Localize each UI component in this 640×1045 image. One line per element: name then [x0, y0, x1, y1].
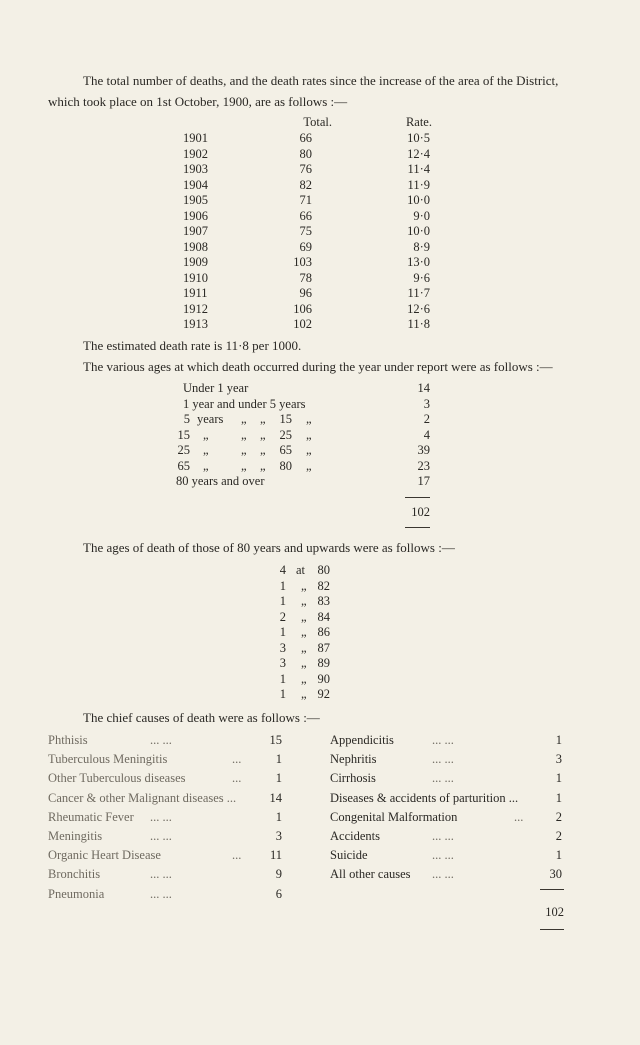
age-unit: „ — [203, 427, 209, 442]
cause-name: Congenital Malformation — [330, 809, 458, 824]
deaths-year: 1908 — [183, 239, 208, 254]
leader-dots: ... — [232, 771, 242, 786]
deaths-year: 1911 — [183, 286, 208, 300]
cause-count: 30 — [549, 867, 562, 882]
age-count: 23 — [417, 458, 430, 473]
cause-name: Appendicitis — [330, 733, 394, 747]
over80-sep: „ — [301, 687, 307, 701]
cause-name: Accidents — [330, 829, 380, 843]
ages-intro: The various ages at which death occurred during the year under report were as follows :— — [83, 359, 553, 374]
cause-name: Meningitis — [48, 829, 103, 843]
age-count: 14 — [417, 381, 430, 395]
leader-dots: ... ... — [150, 886, 172, 901]
age-count: 4 — [423, 427, 430, 442]
over80-age: 86 — [317, 625, 330, 639]
over80-count: 1 — [279, 578, 286, 593]
cause-count: 1 — [275, 771, 282, 786]
leader-dots: ... — [232, 752, 242, 767]
leader-dots: ... ... — [432, 848, 454, 863]
age-to: 25 — [279, 427, 292, 442]
ditto-mark: „ — [306, 443, 312, 457]
deaths-year: 1909 — [183, 255, 208, 269]
cause-count: 1 — [275, 752, 282, 767]
over80-count: 2 — [279, 609, 286, 624]
ditto-mark: „ — [306, 412, 312, 426]
over80-sep: „ — [301, 578, 307, 593]
age-count: 17 — [417, 474, 430, 488]
age-from: 25 — [177, 443, 190, 457]
ditto-mark: „ — [260, 427, 266, 442]
deaths-rate: 10·5 — [407, 131, 430, 145]
over80-age: 87 — [317, 640, 330, 655]
age-to: 65 — [279, 443, 292, 457]
deaths-total: 78 — [299, 270, 312, 285]
age-from: 15 — [177, 427, 190, 442]
over80-count: 3 — [279, 640, 286, 655]
cause-name: Other Tuberculous diseases — [48, 771, 186, 786]
cause-count: 1 — [555, 771, 562, 786]
ditto-mark: „ — [241, 412, 247, 426]
deaths-total: 66 — [299, 131, 312, 145]
over80-count: 1 — [279, 625, 286, 639]
deaths-total: 69 — [299, 239, 312, 254]
deaths-rate: 10·0 — [407, 193, 430, 207]
deaths-total: 71 — [299, 193, 312, 207]
over80-sep: „ — [301, 625, 307, 639]
cause-count: 1 — [555, 790, 562, 805]
age-from: 65 — [177, 458, 190, 473]
leader-dots: ... ... — [150, 867, 172, 882]
age-from: 5 — [183, 412, 190, 426]
deaths-year: 1906 — [183, 208, 208, 223]
deaths-year: 1905 — [183, 193, 208, 207]
deaths-total: 66 — [299, 208, 312, 223]
cause-count: 1 — [275, 809, 282, 824]
leader-dots: ... — [514, 809, 524, 824]
deaths-rate: 11·8 — [407, 317, 430, 331]
over80-intro: The ages of death of those of 80 years and upwards were as follows :— — [83, 540, 455, 555]
deaths-rate: 10·0 — [407, 224, 430, 238]
causes-intro: The chief causes of death were as follows :— — [83, 710, 320, 725]
cause-name: Cancer & other Malignant diseases ... — [48, 790, 237, 805]
cause-name: Bronchitis — [48, 867, 101, 882]
leader-dots: ... — [232, 848, 242, 863]
over80-count: 4 — [279, 563, 286, 577]
deaths-total: 106 — [293, 301, 312, 316]
age-range-label: 1 year and under 5 years — [183, 396, 306, 411]
cause-count: 6 — [275, 886, 282, 901]
leader-dots: ... ... — [432, 867, 454, 882]
deaths-header-total: Total. — [303, 115, 332, 129]
leader-dots: ... ... — [432, 771, 454, 786]
over80-count: 3 — [279, 656, 286, 670]
over80-count: 1 — [279, 594, 286, 608]
deaths-total: 82 — [299, 177, 312, 192]
deaths-rate: 12·6 — [407, 301, 430, 316]
cause-name: Phthisis — [48, 733, 88, 747]
deaths-rate: 8·9 — [413, 239, 430, 254]
deaths-rate: 9·0 — [413, 208, 430, 223]
ditto-mark: „ — [241, 458, 247, 473]
leader-dots: ... ... — [150, 829, 172, 843]
deaths-rate: 11·7 — [407, 286, 430, 300]
deaths-total: 76 — [299, 162, 312, 176]
over80-sep: „ — [301, 640, 307, 655]
deaths-total: 75 — [299, 224, 312, 238]
cause-count: 11 — [269, 848, 282, 863]
cause-count: 15 — [269, 733, 282, 747]
leader-dots: ... ... — [150, 809, 172, 824]
over80-age: 92 — [317, 687, 330, 701]
deaths-year: 1913 — [183, 317, 208, 331]
ages-total-rule-top — [405, 497, 430, 498]
deaths-rate: 12·4 — [407, 146, 430, 161]
leader-dots: ... ... — [432, 733, 454, 747]
cause-count: 2 — [555, 809, 562, 824]
cause-count: 1 — [555, 848, 562, 863]
deaths-total: 103 — [293, 255, 312, 269]
causes-total-rule-bottom — [540, 929, 564, 930]
leader-dots: ... ... — [432, 752, 454, 767]
ages-total-rule-bottom — [405, 527, 430, 528]
cause-name: Rheumatic Fever — [48, 809, 134, 824]
cause-name: Suicide — [330, 848, 368, 863]
deaths-year: 1903 — [183, 162, 208, 176]
deaths-rate: 13·0 — [407, 255, 430, 269]
over80-age: 89 — [317, 656, 330, 670]
ditto-mark: „ — [241, 427, 247, 442]
over80-sep: „ — [301, 609, 307, 624]
causes-total: 102 — [545, 905, 564, 919]
deaths-rate: 9·6 — [413, 270, 430, 285]
ditto-mark: „ — [260, 412, 266, 426]
cause-count: 3 — [555, 752, 562, 767]
over80-age: 83 — [317, 594, 330, 608]
cause-name: Cirrhosis — [330, 771, 376, 786]
deaths-total: 102 — [293, 317, 312, 331]
ditto-mark: „ — [306, 458, 312, 473]
over80-count: 1 — [279, 671, 286, 686]
cause-count: 1 — [555, 733, 562, 747]
age-count: 39 — [417, 443, 430, 457]
ditto-mark: „ — [241, 443, 247, 457]
deaths-header-rate: Rate. — [405, 115, 432, 129]
deaths-year: 1902 — [183, 146, 208, 161]
cause-count: 9 — [275, 867, 282, 882]
deaths-total: 80 — [299, 146, 312, 161]
over80-sep: „ — [301, 594, 307, 608]
cause-name: Pneumonia — [48, 886, 105, 901]
intro-line-2: which took place on 1st October, 1900, are as follows :— — [48, 94, 348, 109]
cause-count: 14 — [269, 790, 282, 805]
cause-count: 3 — [275, 829, 282, 843]
age-range-label: Under 1 year — [183, 381, 249, 395]
deaths-rate: 11·4 — [407, 162, 430, 176]
over80-age: 84 — [317, 609, 330, 624]
intro-line-1: The total number of deaths, and the death rates since the increase of the area of the District, — [83, 73, 559, 88]
cause-count: 2 — [555, 829, 562, 843]
cause-name: Nephritis — [330, 752, 377, 767]
over80-age: 90 — [317, 671, 330, 686]
deaths-year: 1904 — [183, 177, 208, 192]
age-unit: „ — [203, 443, 209, 457]
over80-sep: „ — [301, 671, 307, 686]
deaths-year: 1907 — [183, 224, 208, 238]
ages-total: 102 — [411, 505, 430, 519]
deaths-total: 96 — [299, 286, 312, 300]
leader-dots: ... ... — [432, 829, 454, 843]
ditto-mark: „ — [260, 443, 266, 457]
deaths-year: 1912 — [183, 301, 208, 316]
age-range-label: 80 years and over — [176, 474, 265, 488]
cause-name: Tuberculous Meningitis — [48, 752, 168, 767]
over80-sep: „ — [301, 656, 307, 670]
age-count: 2 — [423, 412, 430, 426]
age-count: 3 — [423, 396, 430, 411]
deaths-year: 1901 — [183, 131, 208, 145]
estimated-rate: The estimated death rate is 11·8 per 1000. — [83, 338, 302, 353]
age-to: 15 — [279, 412, 292, 426]
leader-dots: ... ... — [150, 733, 172, 747]
deaths-rate: 11·9 — [407, 177, 430, 192]
causes-total-rule-top — [540, 889, 564, 890]
over80-age: 82 — [317, 578, 330, 593]
over80-sep: at — [296, 563, 306, 577]
over80-age: 80 — [317, 563, 330, 577]
ditto-mark: „ — [306, 427, 312, 442]
age-unit: years — [197, 412, 224, 426]
cause-name: Organic Heart Disease — [48, 848, 161, 863]
age-to: 80 — [279, 458, 292, 473]
cause-name: Diseases & accidents of parturition ... — [330, 790, 519, 805]
deaths-year: 1910 — [183, 270, 208, 285]
cause-name: All other causes — [330, 867, 411, 882]
age-unit: „ — [203, 458, 209, 473]
ditto-mark: „ — [260, 458, 266, 473]
over80-count: 1 — [279, 687, 286, 701]
